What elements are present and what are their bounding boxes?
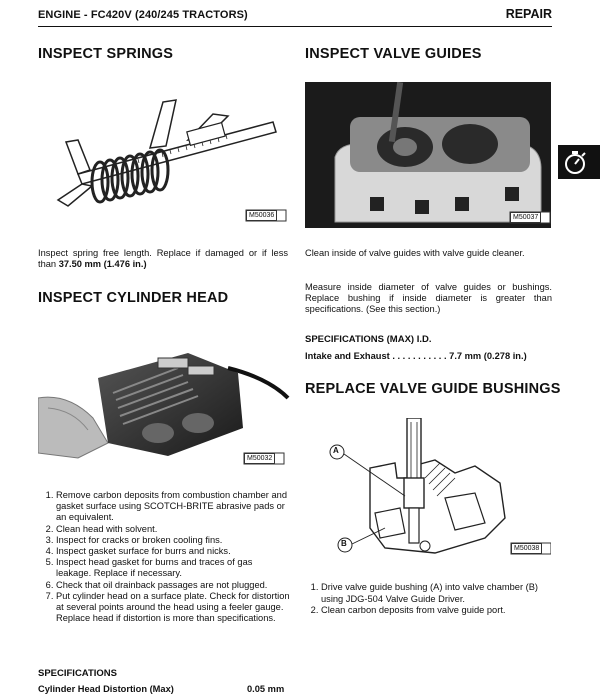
bushings-figure: [325, 418, 551, 560]
callout-b: B: [341, 539, 347, 548]
cylinder-head-spec-heading: SPECIFICATIONS: [38, 668, 117, 679]
list-item: 2. Clean carbon deposits from valve guide port.: [321, 605, 555, 617]
page-header-left: ENGINE - FC420V (240/245 TRACTORS): [38, 9, 248, 21]
callout-a: A: [333, 446, 339, 455]
header-rule: [38, 26, 552, 27]
page-header-right: REPAIR: [505, 7, 552, 21]
bushings-steps: [305, 582, 555, 617]
section-tab[interactable]: [558, 145, 600, 179]
valve-guides-photo: [305, 82, 551, 228]
figure-label-valve-guides: M50037: [510, 212, 541, 223]
figure-label-bushings: M50038: [511, 543, 542, 554]
list-item: 1. Drive valve guide bushing (A) into valve chamber (B) using JDG-504 Valve Guide Driver.: [321, 582, 555, 605]
valve-guides-figure: [305, 82, 551, 228]
figure-label-cylinder-head: M50032: [244, 453, 275, 464]
caliper-spring-illustration: [38, 82, 288, 224]
list-item: 5. Inspect head gasket for burns and traces of gas leakage. Replace if necessary.: [56, 557, 290, 579]
valve-guides-text-2: Measure inside diameter of valve guides or bushings. Replace bushing if inside diameter is greater than specifications. (See this section.): [305, 282, 552, 315]
cylinder-head-spec-value: 0.05 mm: [247, 684, 285, 694]
springs-figure: [38, 82, 288, 224]
list-item: 7. Put cylinder head on a surface plate. Check for distortion at several points around the head using a feeler gauge. Replace head if distortion is more than specifications.: [56, 591, 290, 625]
figure-label-springs: M50036: [246, 210, 277, 221]
valve-guides-spec-value: 7.7 mm (0.278 in.): [449, 351, 527, 361]
cylinder-head-steps: [38, 490, 290, 624]
list-item: 1. Remove carbon deposits from combustion chamber and gasket surface using SCOTCH-BRITE abrasive pads or an equivalent.: [56, 490, 290, 524]
stopwatch-icon: [558, 145, 600, 179]
valve-guides-spec-heading: SPECIFICATIONS (MAX) I.D.: [305, 334, 432, 345]
section-title-valve-guides: INSPECT VALVE GUIDES: [305, 46, 482, 62]
section-title-springs: INSPECT SPRINGS: [38, 46, 174, 62]
list-item: 2. Clean head with solvent.: [56, 524, 290, 535]
section-title-cylinder-head: INSPECT CYLINDER HEAD: [38, 290, 229, 306]
springs-spec-value: 37.50 mm (1.476 in.): [58, 259, 147, 270]
valve-guides-text-1: Clean inside of valve guides with valve guide cleaner.: [305, 248, 525, 258]
valve-guides-spec-row: [305, 351, 527, 361]
valve-guide-driver-diagram: [325, 418, 551, 560]
list-item: 4. Inspect gasket surface for burrs and nicks.: [56, 546, 290, 557]
list-item: 6. Check that oil drainback passages are not plugged.: [56, 580, 290, 591]
valve-guides-spec-leader: . . . . . . . . . . .: [389, 351, 450, 361]
cylinder-head-spec-label: Cylinder Head Distortion (Max): [38, 684, 174, 694]
springs-text-body: Inspect spring free length. Replace if damaged or if less than: [38, 248, 288, 270]
springs-text: [38, 248, 288, 270]
cylinder-head-photo: [38, 338, 290, 468]
valve-guides-spec-label: Intake and Exhaust: [305, 351, 390, 361]
section-title-bushings: REPLACE VALVE GUIDE BUSHINGS: [305, 381, 561, 397]
list-item: 3. Inspect for cracks or broken cooling fins.: [56, 535, 290, 546]
cylinder-head-figure: [38, 338, 290, 468]
